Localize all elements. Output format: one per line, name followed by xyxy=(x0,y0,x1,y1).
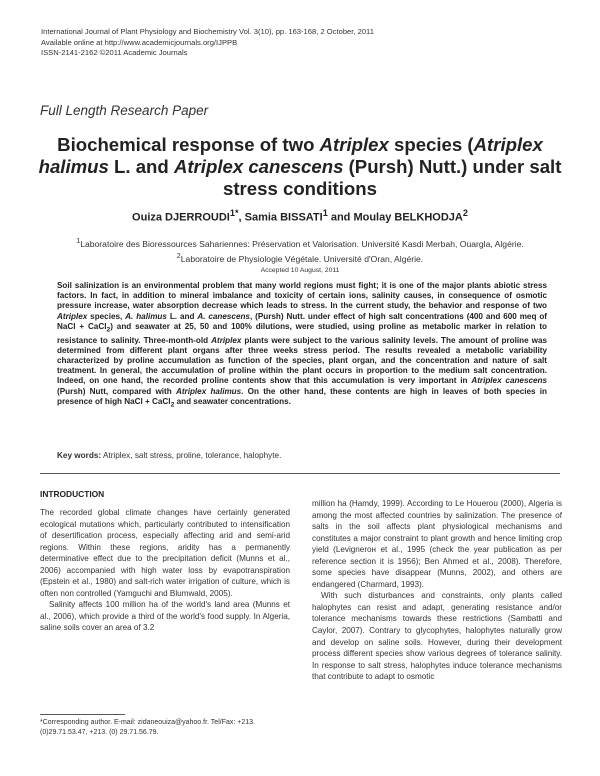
affiliations xyxy=(30,235,570,265)
journal-issn: ISSN-2141-2162 ©2011 Academic Journals xyxy=(41,48,188,57)
intro-paragraph: million ha (Hamdy, 1999). According to Le Houerou (2000), Algeria is among the most affected countries by salinization. The presence of salts in the soil affects plant physiological mechanisms and constitutes a major constraint to plant growth and hence limiting crop yield (Levignerон et al., 1995 (check the year publication as per reference section it is 1956); Ben Ahmed et al., 2008). Therefore, some species have disappear (Munns, 2002), and others are endangered (Charmard, 1993). xyxy=(312,499,562,589)
keywords-text: Atriplex, salt stress, proline, tolerance, halophyte. xyxy=(101,451,282,460)
journal-citation: International Journal of Plant Physiology and Biochemistry Vol. 3(10), pp. 163-168, 2 October, 2011 xyxy=(41,27,374,36)
paper-title: Biochemical response of two Atriplex species (Atriplex halimus L. and Atriplex canescens (Pursh) Nutt.) under salt stress conditions xyxy=(38,134,562,199)
keywords xyxy=(57,451,547,460)
section-divider xyxy=(40,473,560,474)
accepted-date: Accepted 10 August, 2011 xyxy=(260,267,340,274)
journal-url: Available online at http://www.academicjournals.org/IJPPB xyxy=(41,37,238,47)
affiliation-2: $^2$Laboratoire de Physiologie Végétale. Université d'Oran, Algérie. xyxy=(176,251,424,264)
introduction-heading: INTRODUCTION xyxy=(40,489,105,499)
footnote-divider xyxy=(40,714,125,715)
left-column xyxy=(40,507,290,634)
affiliation-1: $^1$Laboratoire des Bioressources Sahariennes: Préservation et Valorisation. Université Kasdi Merbah, Ouargla, Algérie. xyxy=(76,237,524,249)
right-column xyxy=(312,498,562,683)
journal-header xyxy=(41,27,374,59)
abstract: Soil salinization is an environmental problem that many world regions must fight; it is one of the major plants abiotic stress factors. In fact, in addition to mineral imbalance and toxicity of certain ions, salinity causes, in consequence of osmotic pressure increase, water absorption decrease which leads to stress. In the current study, the behavior and response of two Atriplex species, A. halimus L. and A. canescens, (Pursh) Nutt. under effect of high salt concentrations (400 and 600 meq of NaCl + CaCl$_2$) and seawater at 25, 50 and 100% dilutions, were studied, using proline as metabolic marker in relation to resistance to salinity. Three-month-old Atriplex plants were subject to the various salinity levels. The amount of proline was determined from different plant organs after three weeks stress period. The results revealed a metabolic variability characterized by proline accumulation as function of the species, plant organ, and the concentration and nature of salt treatment. In general, the accumulation of proline within the plant occurs in proportion to the medium salt concentration. Indeed, on one hand, the recorded proline contents show that this accumulation is very important in Atriplex canescens (Pursh) Nutt, compared with Atriplex halimus. On the other hand, these contents are high in leaves of both species in presence of high NaCl + CaCl$_2$ and seawater concentrations. xyxy=(57,281,548,409)
intro-paragraph: Salinity affects 100 million ha of the world's land area (Munns et al., 2006), which provide a third of the world's food supply. In Algeria, saline soils cover an area of 3.2 xyxy=(40,600,290,633)
author-list: Ouiza $DJERROUDI^{1*}$, Samia BISSATI$^1$ and Moulay BELKHODJA$^2$ xyxy=(132,208,468,224)
paper-type: Full Length Research Paper xyxy=(40,103,209,118)
keywords-label: Key words: xyxy=(57,451,102,460)
intro-paragraph: The recorded global climate changes have certainly generated ecological mutations which, particularly contributed to intensification of desertification process, especially affecting arid and semi-arid regions. Within these regions, aridity has a permanently determinative effect due to the precipitation deficit (Munns et al., 2006) accompanied with high water loss by evapotranspiration (Epstein et al., 1980) and salt-rich water irrigation of culture, which is often non controlled (Yamguchi and Blumwald, 2005). xyxy=(40,508,290,598)
corresponding-author-footnote: *Corresponding author. E-mail: zidaneouiza@yahoo.fr. Tel/Fax: +213. (0)29.71.53.47, +213. (0) 29.71.56.79. xyxy=(40,719,255,736)
intro-paragraph: With such disturbances and constraints, only plants called halophytes can resist and adapt, generating resistance and/or tolerance mechanisms towards these restrictions (Sambatti and Caylor, 2007). Contrary to glycophytes, halophytes naturally grow and develop on saline soils. However, during their development process different species show various degrees of tolerance salinity. In response to salt stress, halophytes induce tolerance mechanisms that contribute to adapt to osmotic xyxy=(312,591,562,682)
